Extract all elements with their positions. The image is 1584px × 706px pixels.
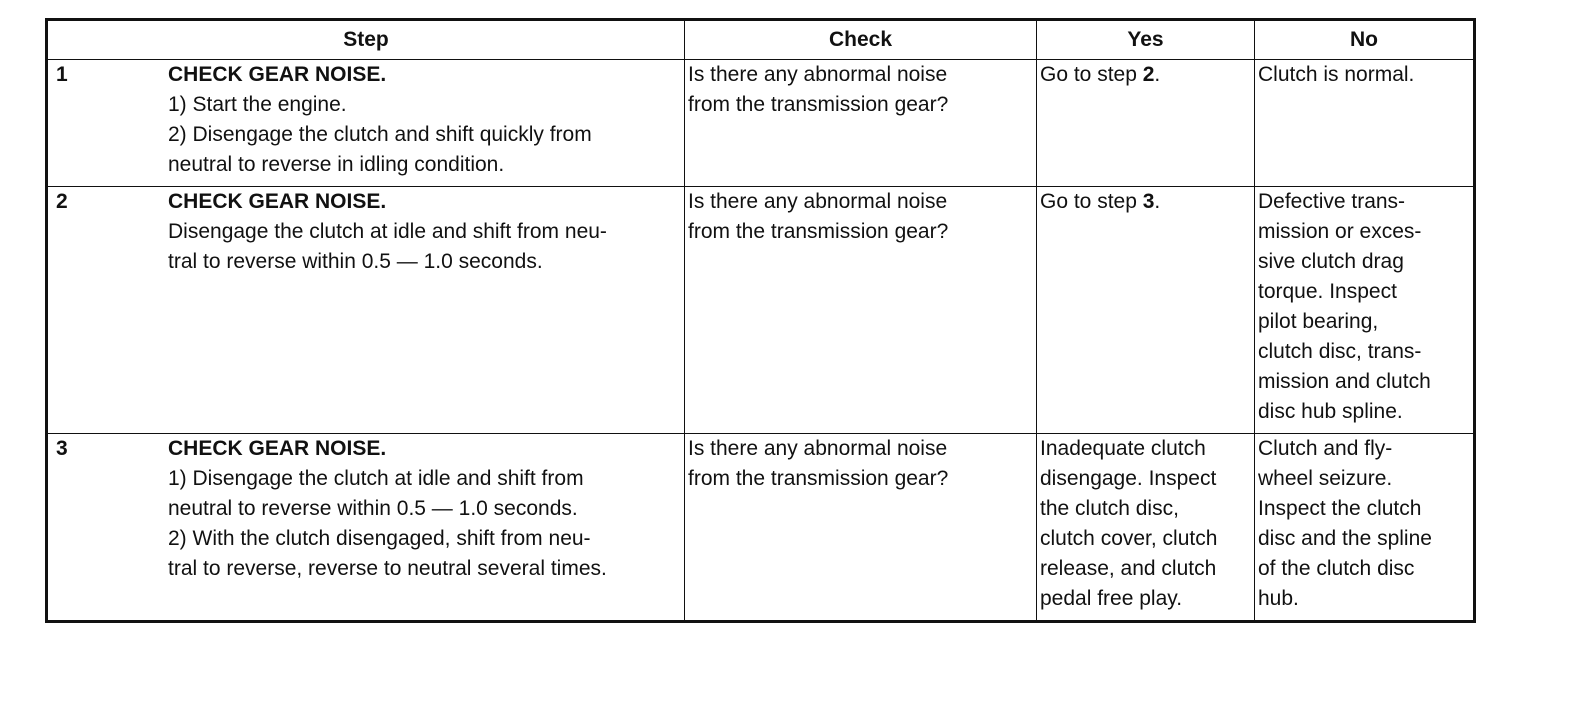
- step-cell: [47, 434, 685, 622]
- check-line: Is there any abnormal noise: [688, 63, 948, 86]
- table-row: [47, 60, 1475, 187]
- yes-line: the clutch disc,: [1040, 497, 1179, 520]
- step-line: Disengage the clutch at idle and shift from neu-: [168, 220, 607, 243]
- step-line: tral to reverse within 0.5 — 1.0 seconds.: [168, 250, 543, 273]
- step-number: 2: [56, 190, 68, 213]
- no-line: hub.: [1258, 587, 1299, 610]
- step-cell: [47, 60, 685, 187]
- step-number: 3: [56, 437, 68, 460]
- yes-action: [1040, 187, 1251, 217]
- no-line: disc and the spline: [1258, 527, 1432, 550]
- yes-action: [1040, 60, 1251, 90]
- yes-line: clutch cover, clutch: [1040, 527, 1218, 550]
- no-line: wheel seizure.: [1258, 467, 1393, 490]
- check-cell: [685, 187, 1037, 434]
- yes-line: pedal free play.: [1040, 587, 1183, 610]
- step-title: CHECK GEAR NOISE.: [168, 63, 387, 86]
- yes-prefix: Go to step: [1040, 190, 1143, 213]
- check-line: from the transmission gear?: [688, 220, 949, 243]
- step-line: 2) Disengage the clutch and shift quickly from: [168, 123, 592, 146]
- check-line: from the transmission gear?: [688, 467, 949, 490]
- no-line: of the clutch disc: [1258, 557, 1415, 580]
- check-line: Is there any abnormal noise: [688, 437, 948, 460]
- header-row: [47, 20, 1475, 60]
- step-body: [168, 434, 681, 584]
- step-line: neutral to reverse within 0.5 — 1.0 seconds.: [168, 497, 578, 520]
- step-number: 1: [56, 63, 68, 86]
- check-line: from the transmission gear?: [688, 93, 949, 116]
- table-row: [47, 434, 1475, 622]
- no-line: disc hub spline.: [1258, 400, 1403, 423]
- step-title: CHECK GEAR NOISE.: [168, 190, 387, 213]
- check-cell: [685, 434, 1037, 622]
- table-row: [47, 187, 1475, 434]
- no-line: pilot bearing,: [1258, 310, 1379, 333]
- yes-suffix: .: [1154, 190, 1161, 213]
- no-line: Defective trans-: [1258, 190, 1406, 213]
- step-cell: [47, 187, 685, 434]
- yes-line: Inadequate clutch: [1040, 437, 1206, 460]
- header-yes: Yes: [1037, 20, 1255, 60]
- no-line: clutch disc, trans-: [1258, 340, 1422, 363]
- step-line: tral to reverse, reverse to neutral several times.: [168, 557, 607, 580]
- yes-step-ref: 3: [1142, 190, 1155, 213]
- yes-cell: [1037, 187, 1255, 434]
- yes-line: release, and clutch: [1040, 557, 1217, 580]
- no-line: Clutch is normal.: [1258, 63, 1415, 86]
- check-cell: [685, 60, 1037, 187]
- yes-prefix: Go to step: [1040, 63, 1143, 86]
- yes-step-ref: 2: [1142, 63, 1155, 86]
- header-check: Check: [685, 20, 1037, 60]
- no-line: sive clutch drag: [1258, 250, 1404, 273]
- no-line: Clutch and fly-: [1258, 437, 1393, 460]
- step-title: CHECK GEAR NOISE.: [168, 437, 387, 460]
- check-line: Is there any abnormal noise: [688, 190, 948, 213]
- step-line: 2) With the clutch disengaged, shift from neu-: [168, 527, 591, 550]
- header-no: No: [1255, 20, 1475, 60]
- yes-cell: [1037, 60, 1255, 187]
- yes-line: disengage. Inspect: [1040, 467, 1217, 490]
- step-line: 1) Start the engine.: [168, 93, 347, 116]
- step-body: [168, 187, 681, 277]
- no-cell: [1255, 60, 1475, 187]
- yes-cell: [1037, 434, 1255, 622]
- no-cell: [1255, 187, 1475, 434]
- step-line: 1) Disengage the clutch at idle and shift from: [168, 467, 584, 490]
- no-line: Inspect the clutch: [1258, 497, 1422, 520]
- no-line: mission and clutch: [1258, 370, 1431, 393]
- header-step: Step: [47, 20, 685, 60]
- diagnostic-table: [45, 18, 1476, 623]
- no-cell: [1255, 434, 1475, 622]
- no-line: torque. Inspect: [1258, 280, 1397, 303]
- step-line: neutral to reverse in idling condition.: [168, 153, 505, 176]
- yes-suffix: .: [1154, 63, 1161, 86]
- no-line: mission or exces-: [1258, 220, 1422, 243]
- step-body: [168, 60, 681, 180]
